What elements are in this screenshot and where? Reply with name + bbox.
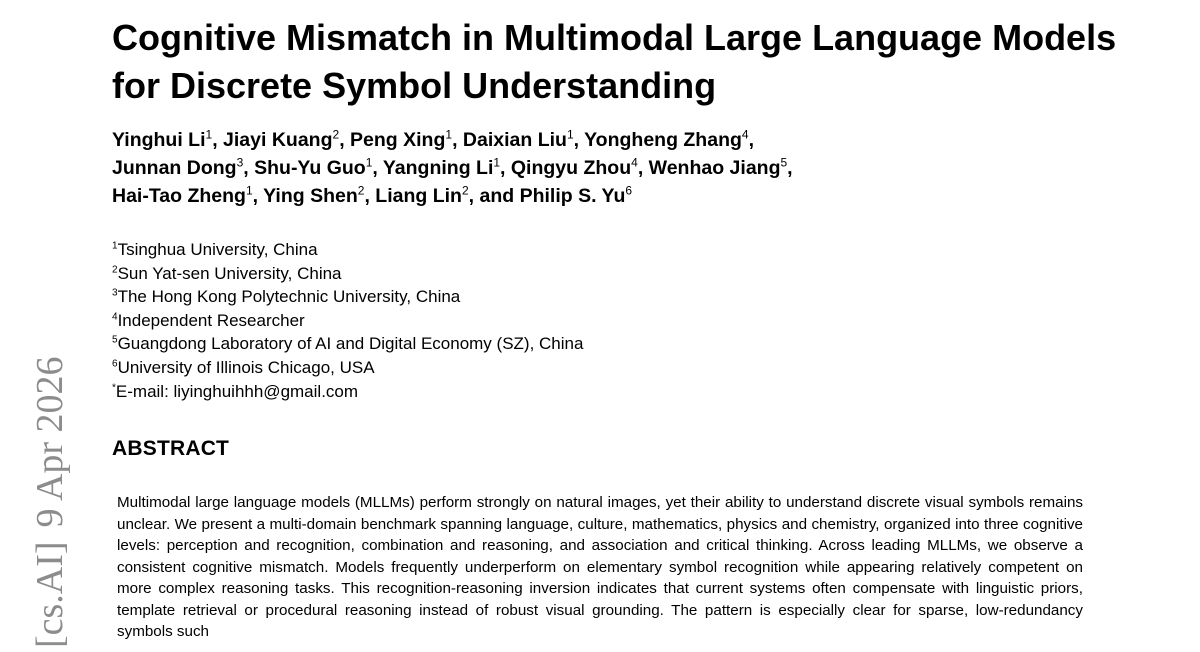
affiliation-mark: 4 bbox=[112, 311, 118, 323]
affiliation-text: Sun Yat-sen University, China bbox=[117, 263, 342, 283]
affiliation-text: University of Illinois Chicago, USA bbox=[117, 357, 375, 377]
email-text: E-mail: liyinghuihhh@gmail.com bbox=[115, 381, 359, 401]
author-line-2: Junnan Dong$^3$, Shu-Yu Guo$^1$, Yangning Li$^1$, Qingyu Zhou$^4$, Wenhao Jiang$^5$, bbox=[112, 155, 793, 179]
arxiv-stamp bbox=[28, 356, 72, 648]
author-name: Junnan Dong bbox=[112, 157, 237, 179]
paper-title: Cognitive Mismatch in Multimodal Large Language Models for Discrete Symbol Understanding bbox=[112, 17, 1117, 106]
author-affiliation-mark: 1 bbox=[245, 183, 253, 198]
affiliation-item bbox=[112, 262, 1012, 286]
author-affiliation-mark: 1 bbox=[566, 127, 574, 142]
abstract-text: Multimodal large language models (MLLMs) perform strongly on natural images, yet their ability to understand discrete visual symbols remains unclear. We present a multi-domain benchmark spanning language, culture, mathematics, physics and chemistry, organized into three cognitive levels: perception and recognition, combination and reasoning, and association and critical thinking. Across leading MLLMs, we observe a consistent cognitive mismatch. Models frequently underperform on elementary symbol recognition while appearing relatively competent on more complex reasoning tasks. This recognition-reasoning inversion indicates that current systems often compensate with linguistic priors, template retrieval or procedural reasoning instead of robust visual grounding. The pattern is especially clear for sparse, low-redundancy symbols such bbox=[117, 494, 1083, 640]
author-affiliation-mark: 2 bbox=[461, 183, 469, 198]
author-affiliation-mark: 3 bbox=[236, 155, 244, 170]
corresponding-mark: * bbox=[112, 381, 116, 393]
author-affiliation-mark: 4 bbox=[741, 127, 749, 142]
author-name: Yongheng Zhang bbox=[584, 129, 742, 151]
affiliation-mark: 3 bbox=[112, 287, 118, 299]
contact-email bbox=[112, 380, 1012, 404]
affiliation-item bbox=[112, 356, 1012, 380]
author-affiliation-mark: 1 bbox=[205, 127, 213, 142]
author-affiliation-mark: 6 bbox=[625, 183, 633, 198]
affiliation-text: The Hong Kong Polytechnic University, China bbox=[117, 287, 461, 307]
author-affiliation-mark: 5 bbox=[780, 155, 788, 170]
author-name: Peng Xing bbox=[350, 129, 446, 151]
author-name: Wenhao Jiang bbox=[648, 157, 781, 179]
author-name: Qingyu Zhou bbox=[510, 157, 632, 179]
affiliation-list bbox=[112, 238, 1012, 403]
author-name: Hai-Tao Zheng bbox=[112, 185, 246, 207]
affiliation-mark: 1 bbox=[112, 240, 118, 252]
arxiv-date: 9 Apr 2026 bbox=[29, 356, 71, 528]
author-affiliation-mark: 4 bbox=[631, 155, 638, 170]
author-affiliation-mark: 2 bbox=[357, 183, 365, 198]
author-affiliation-mark: 2 bbox=[332, 127, 340, 142]
author-line-3: Hai-Tao Zheng$^1$, Ying Shen$^2$, Liang Lin$^2$, and Philip S. Yu$^6$ bbox=[112, 183, 633, 207]
arxiv-category: [cs.AI] bbox=[29, 541, 71, 648]
author-name: Philip S. Yu bbox=[519, 185, 626, 207]
author-name: Ying Shen bbox=[263, 185, 358, 207]
author-affiliation-mark: 1 bbox=[493, 155, 501, 170]
affiliation-item bbox=[112, 285, 1012, 309]
author-name: Yinghui Li bbox=[112, 129, 206, 151]
affiliation-text: Guangdong Laboratory of AI and Digital Economy (SZ), China bbox=[117, 334, 584, 354]
author-name: Jiayi Kuang bbox=[223, 129, 333, 151]
affiliation-text: Tsinghua University, China bbox=[117, 240, 318, 259]
affiliation-mark: 5 bbox=[112, 334, 118, 346]
author-line-1: Yinghui Li$^1$, Jiayi Kuang$^2$, Peng Xing$^1$, Daixian Liu$^1$, Yongheng Zhang$^4$, bbox=[112, 127, 754, 151]
affiliation-item bbox=[112, 238, 1012, 262]
author-name: Daixian Liu bbox=[462, 129, 567, 151]
affiliation-mark: 2 bbox=[112, 263, 118, 275]
abstract-heading: ABSTRACT bbox=[112, 437, 230, 460]
author-list bbox=[112, 126, 1112, 210]
author-affiliation-mark: 1 bbox=[365, 155, 373, 170]
affiliation-text: Independent Researcher bbox=[117, 310, 305, 330]
author-name: Liang Lin bbox=[375, 185, 462, 207]
affiliation-item bbox=[112, 309, 1012, 333]
author-affiliation-mark: 1 bbox=[445, 127, 453, 142]
affiliation-mark: 6 bbox=[112, 358, 118, 370]
author-name: Yangning Li bbox=[382, 157, 494, 179]
author-name: Shu-Yu Guo bbox=[254, 157, 366, 179]
affiliation-item bbox=[112, 332, 1012, 356]
